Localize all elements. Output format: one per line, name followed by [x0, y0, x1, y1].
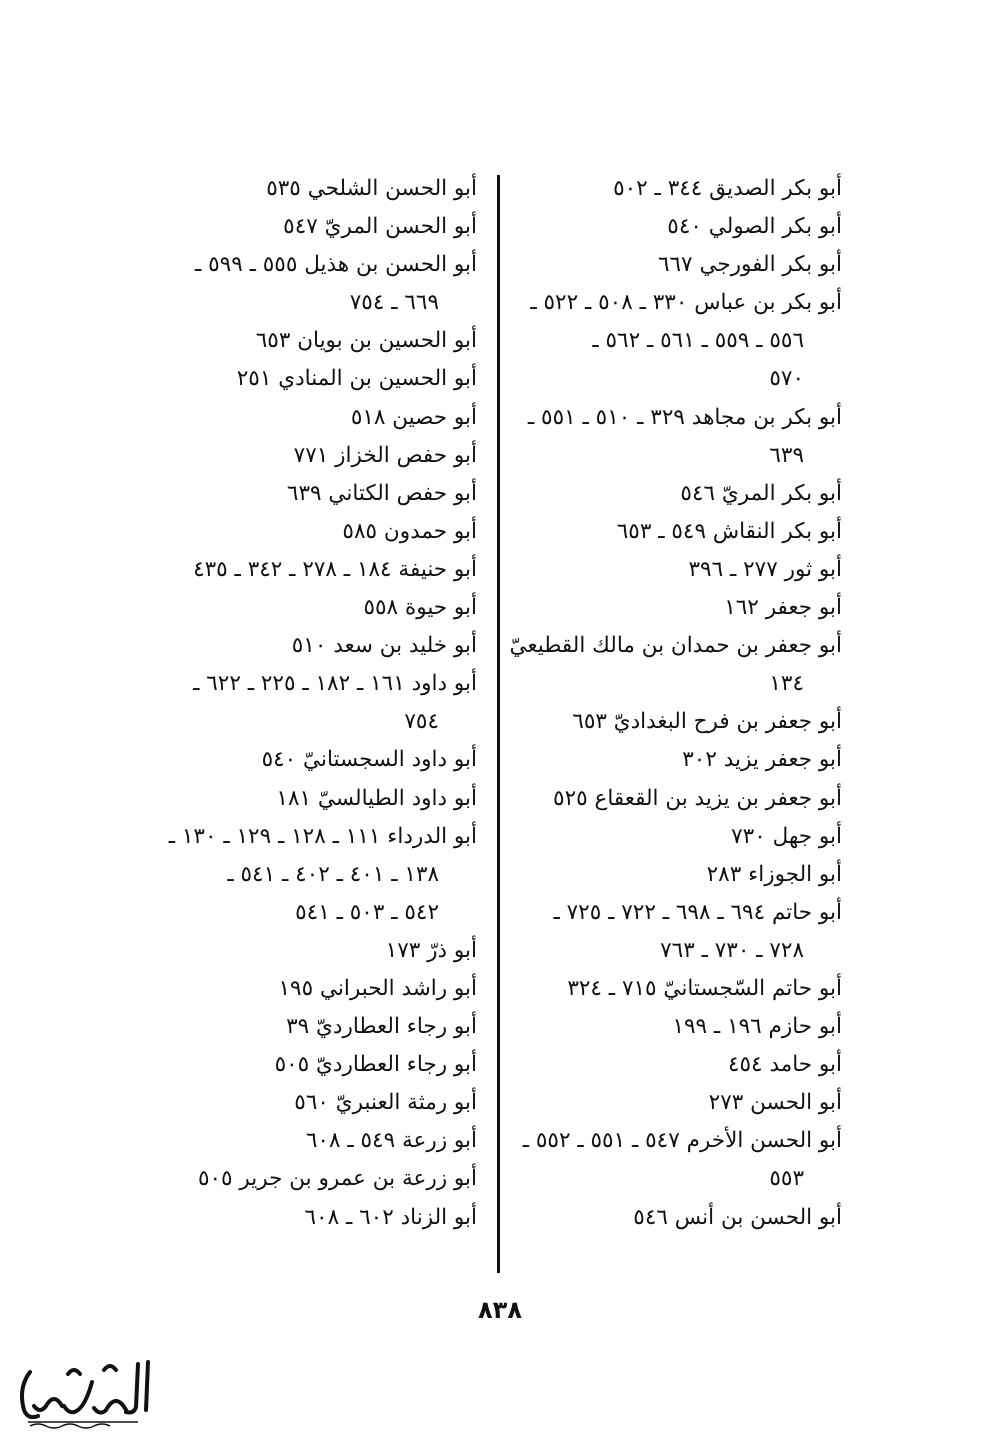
index-left-continuation-line: ١٣٨ ـ ٤٠١ ـ ٤٠٢ ـ ٥٤١ ـ: [227, 861, 439, 887]
index-right-entry: أبو جعفر بن فرح البغداديّ ٦٥٣: [572, 709, 842, 735]
index-right-entry: أبو جعفر بن حمدان بن مالك القطيعيّ: [509, 633, 842, 659]
index-right-entry: أبو ثور ٢٧٧ ـ ٣٩٦: [688, 556, 842, 582]
index-left-entry: أبو رجاء العطارديّ ٣٩: [286, 1014, 477, 1040]
index-right-entry: أبو حاتم ٦٩٤ ـ ٦٩٨ ـ ٧٢٢ ـ ٧٢٥ ـ: [553, 899, 842, 925]
index-left-entry: أبو داود السجستانيّ ٥٤٠: [261, 747, 477, 773]
index-left-entry: أبو الحسن الشلحي ٥٣٥: [266, 176, 477, 201]
index-left-entry: أبو حيوة ٥٥٨: [363, 595, 477, 621]
index-left-entry: أبو زرعة ٥٤٩ ـ ٦٠٨: [305, 1128, 477, 1154]
index-right-entry: أبو بكر النقاش ٥٤٩ ـ ٦٥٣: [616, 518, 842, 544]
index-right-entry: أبو الحسن ٢٧٣: [708, 1090, 842, 1116]
index-right-entry: أبو بكر الصديق ٣٤٤ ـ ٥٠٢: [613, 176, 842, 201]
index-left-entry: أبو حفص الخزاز ٧٧١: [293, 442, 477, 468]
index-right-entry: أبو حاتم السّجستانيّ ٧١٥ ـ ٣٢٤: [567, 975, 842, 1001]
index-right-continuation-line: ٥٥٣: [769, 1166, 804, 1192]
library-logo-icon: [8, 1352, 158, 1432]
index-right-entry: أبو جعفر يزيد ٣٠٢: [682, 747, 842, 773]
index-left-entry: أبو ذرّ ١٧٣: [385, 937, 477, 963]
index-column-left: [129, 170, 477, 1237]
index-left-entry: أبو راشد الحبراني ١٩٥: [278, 975, 477, 1001]
index-right-continuation-line: ١٣٤: [769, 671, 804, 697]
index-right-entry: أبو الحسن الأخرم ٥٤٧ ـ ٥٥١ ـ ٥٥٢ ـ: [522, 1128, 842, 1154]
index-right-entry: أبو بكر الصولي ٥٤٠: [667, 214, 842, 240]
index-left-entry: أبو حنيفة ١٨٤ ـ ٢٧٨ ـ ٣٤٢ ـ ٤٣٥: [193, 556, 477, 582]
index-left-entry: أبو الحسن المريّ ٥٤٧: [283, 214, 477, 240]
index-left-entry: أبو حمدون ٥٨٥: [342, 518, 477, 544]
index-right-entry: أبو حامد ٤٥٤: [727, 1052, 842, 1078]
index-left-entry: أبو داود ١٦١ ـ ١٨٢ ـ ٢٢٥ ـ ٦٢٢ ـ: [193, 671, 477, 697]
index-left-entry: أبو داود الطيالسيّ ١٨١: [276, 785, 477, 811]
index-right-entry: أبو بكر بن مجاهد ٣٢٩ ـ ٥١٠ ـ ٥٥١ ـ: [527, 404, 842, 430]
index-left-entry: أبو حفص الكتاني ٦٣٩: [286, 480, 477, 506]
index-right-entry: أبو الحسن بن أنس ٥٤٦: [633, 1204, 842, 1230]
index-right-entry: أبو حازم ١٩٦ ـ ١٩٩: [672, 1014, 842, 1040]
index-column-right: [506, 170, 842, 1237]
index-left-continuation-line: ٧٥٤: [404, 709, 439, 735]
index-left-entry: أبو رجاء العطارديّ ٥٠٥: [274, 1052, 477, 1078]
index-left-entry: أبو الدرداء ١١١ ـ ١٢٨ ـ ١٢٩ ـ ١٣٠ ـ: [168, 823, 477, 849]
index-left-continuation-line: ٥٤٢ ـ ٥٠٣ ـ ٥٤١: [295, 899, 439, 925]
index-left-entry: أبو حصين ٥١٨: [350, 404, 477, 430]
index-left-entry: أبو الحسن بن هذيل ٥٥٥ ـ ٥٩٩ ـ: [194, 252, 477, 278]
index-right-continuation-line: ٦٣٩: [769, 442, 804, 468]
index-left-entry: أبو الزناد ٦٠٢ ـ ٦٠٨: [304, 1204, 477, 1230]
index-left-entry: أبو خليد بن سعد ٥١٠: [291, 633, 477, 659]
index-right-entry: أبو بكر المريّ ٥٤٦: [680, 480, 842, 506]
page-number: ٨٣٨: [478, 1296, 522, 1324]
index-right-entry: أبو جعفر ١٦٢: [724, 595, 842, 621]
index-left-entry: أبو زرعة بن عمرو بن جرير ٥٠٥: [197, 1166, 477, 1192]
index-right-entry: أبو بكر الفورجي ٦٦٧: [657, 252, 842, 278]
index-right-continuation-line: ٥٥٦ ـ ٥٥٩ ـ ٥٦١ ـ ٥٦٢ ـ: [592, 328, 804, 354]
index-left-entry: أبو الحسين بن المنادي ٢٥١: [236, 366, 477, 392]
index-right-entry: أبو جهل ٧٣٠: [731, 823, 842, 849]
index-right-entry: أبو جعفر بن يزيد بن القعقاع ٥٢٥: [553, 785, 842, 811]
index-right-entry: أبو الجوزاء ٢٨٣: [706, 861, 842, 887]
index-left-continuation-line: ٦٦٩ ـ ٧٥٤: [349, 290, 439, 316]
index-left-entry: أبو الحسين بن بويان ٦٥٣: [255, 328, 477, 354]
index-right-entry: أبو بكر بن عباس ٣٣٠ ـ ٥٠٨ ـ ٥٢٢ ـ: [530, 290, 842, 316]
index-left-entry: أبو رمثة العنبريّ ٥٦٠: [294, 1090, 477, 1116]
index-right-continuation-line: ٧٢٨ ـ ٧٣٠ ـ ٧٦٣: [660, 937, 804, 963]
column-divider: [497, 175, 500, 1273]
index-right-continuation-line: ٥٧٠: [769, 366, 804, 392]
